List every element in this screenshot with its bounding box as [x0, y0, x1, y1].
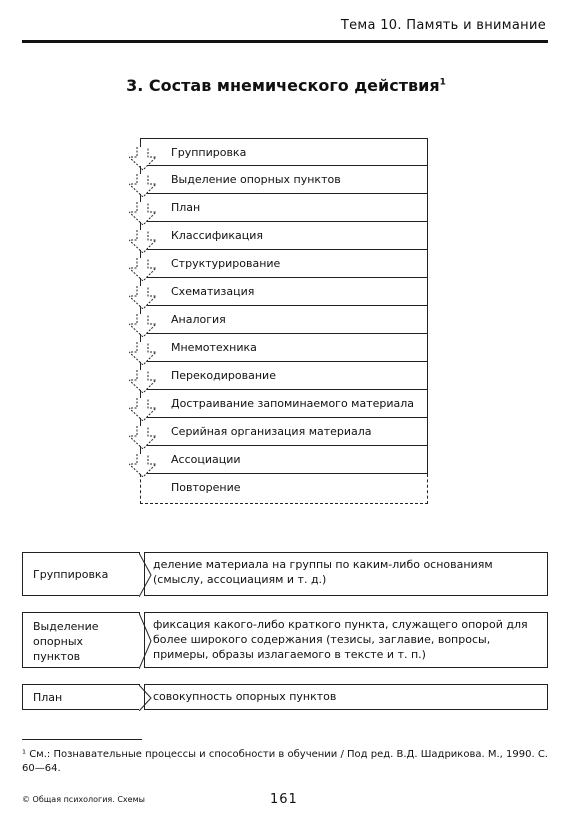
footnote-rule: [22, 739, 142, 740]
definition-row: [22, 612, 548, 668]
definition-text: совокупность опорных пунктов: [153, 690, 337, 703]
step-label: План: [171, 201, 201, 214]
step-item: [140, 250, 428, 278]
definition-box: [144, 612, 548, 668]
step-label: Аналогия: [171, 313, 226, 326]
step-label: Схематизация: [171, 285, 255, 298]
term-text: Группировка: [33, 568, 109, 581]
definition-text: деление материала на группы по каким-либо основаниям (смыслу, ассоциациям и т. д.): [153, 558, 493, 586]
section-title-text: 3. Состав мнемического действия: [126, 76, 440, 95]
step-label: Классификация: [171, 229, 264, 242]
header-title: Тема 10. Память и внимание: [340, 18, 546, 33]
definition-row: [22, 552, 548, 596]
step-item: [140, 194, 428, 222]
step-label: Мнемотехника: [171, 341, 257, 354]
step-item: [140, 474, 428, 504]
definition-box: [144, 684, 548, 710]
step-label: Серийная организация материала: [171, 425, 372, 438]
steps-diagram: [140, 138, 428, 504]
step-label: Группировка: [171, 146, 247, 159]
step-item: [140, 138, 428, 166]
definition-box: [144, 552, 548, 596]
step-item: [140, 418, 428, 446]
step-item: [140, 334, 428, 362]
term-box: [22, 684, 140, 710]
footnote-mark: 1: [439, 77, 446, 88]
step-label: Перекодирование: [171, 369, 276, 382]
step-item: [140, 362, 428, 390]
term-text: Выделение опорных пунктов: [33, 620, 99, 663]
term-box: [22, 612, 140, 668]
term-text: План: [33, 691, 63, 704]
step-label: Структурирование: [171, 257, 281, 270]
footnote: ¹ См.: Познавательные процессы и способности в обучении / Под ред. В.Д. Шадрикова. М., 1990. С. 60—64.: [22, 749, 548, 774]
step-item: [140, 278, 428, 306]
step-item: [140, 222, 428, 250]
step-label: Достраивание запоминаемого материала: [171, 397, 415, 410]
step-item: [140, 166, 428, 194]
section-title: [0, 76, 572, 95]
header-rule: [22, 40, 548, 43]
step-label: Повторение: [171, 481, 241, 494]
step-label: Ассоциации: [171, 453, 241, 466]
step-label: Выделение опорных пунктов: [171, 173, 341, 186]
step-item: [140, 446, 428, 474]
footer-left-text: © Общая психология. Схемы: [22, 795, 145, 804]
definition-text: фиксация какого-либо краткого пункта, служащего опорой для более широкого содержания (тезисы, заглавие, вопросы, примеры, образы излагаемого в тексте и т. п.): [153, 618, 528, 661]
term-box: [22, 552, 140, 596]
definition-row: [22, 684, 548, 710]
step-item: [140, 306, 428, 334]
page-number: 161: [270, 792, 298, 807]
step-item: [140, 390, 428, 418]
